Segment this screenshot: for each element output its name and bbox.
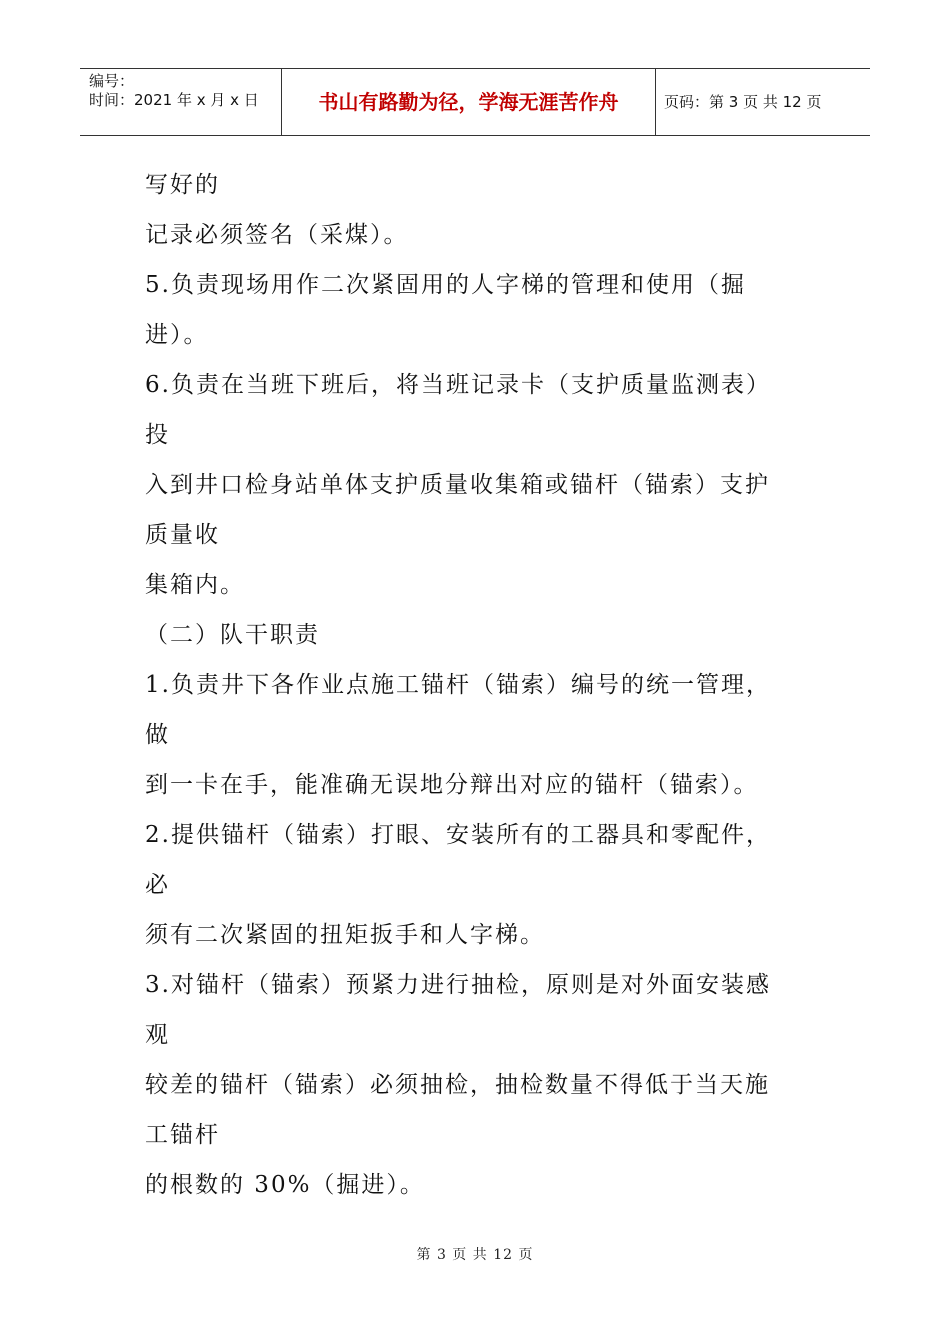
- text-line: 观: [145, 1022, 170, 1048]
- page-header: [80, 68, 870, 136]
- text-line: 2.提供锚杆（锚索）打眼、安装所有的工器具和零配件，: [145, 822, 771, 848]
- text-line: 的根数的 30%（掘进）。: [145, 1172, 425, 1198]
- text-line: 5.负责现场用作二次紧固用的人字梯的管理和使用（掘: [145, 272, 746, 298]
- text-line: 记录必须签名（采煤）。: [145, 222, 409, 248]
- text-line: 较差的锚杆（锚索）必须抽检，抽检数量不得低于当天施: [145, 1072, 770, 1098]
- text-line: 6.负责在当班下班后，将当班记录卡（支护质量监测表）: [145, 372, 771, 398]
- page-footer: 第 3 页 共 12 页: [416, 1247, 534, 1263]
- document-number-label: 编号：: [89, 72, 135, 90]
- text-line: 3.对锚杆（锚索）预紧力进行抽检，原则是对外面安装感: [145, 972, 771, 998]
- section-heading: （二）队干职责: [145, 622, 320, 648]
- document-body: [145, 160, 805, 1210]
- text-line: 1.负责井下各作业点施工锚杆（锚索）编号的统一管理，: [145, 672, 771, 698]
- header-motto: 书山有路勤为径，学海无涯苦作舟: [282, 69, 656, 135]
- text-line: 做: [145, 722, 170, 748]
- header-page-number: 页码：第 3 页 共 12 页: [664, 93, 822, 111]
- text-line: 投: [145, 422, 170, 448]
- text-line: 进）。: [145, 322, 209, 348]
- text-line: 入到井口检身站单体支护质量收集箱或锚杆（锚索）支护: [145, 472, 770, 498]
- text-line: 须有二次紧固的扭矩扳手和人字梯。: [145, 922, 545, 948]
- text-line: 必: [145, 872, 170, 898]
- text-line: 写好的: [145, 172, 220, 198]
- document-time-label: 时间：2021 年 x 月 x 日: [89, 91, 259, 109]
- header-info-cell: [80, 69, 282, 135]
- text-line: 质量收: [145, 522, 220, 548]
- text-line: 到一卡在手，能准确无误地分辩出对应的锚杆（锚索）。: [145, 772, 759, 798]
- text-line: 集箱内。: [145, 572, 245, 598]
- text-line: 工锚杆: [145, 1122, 220, 1148]
